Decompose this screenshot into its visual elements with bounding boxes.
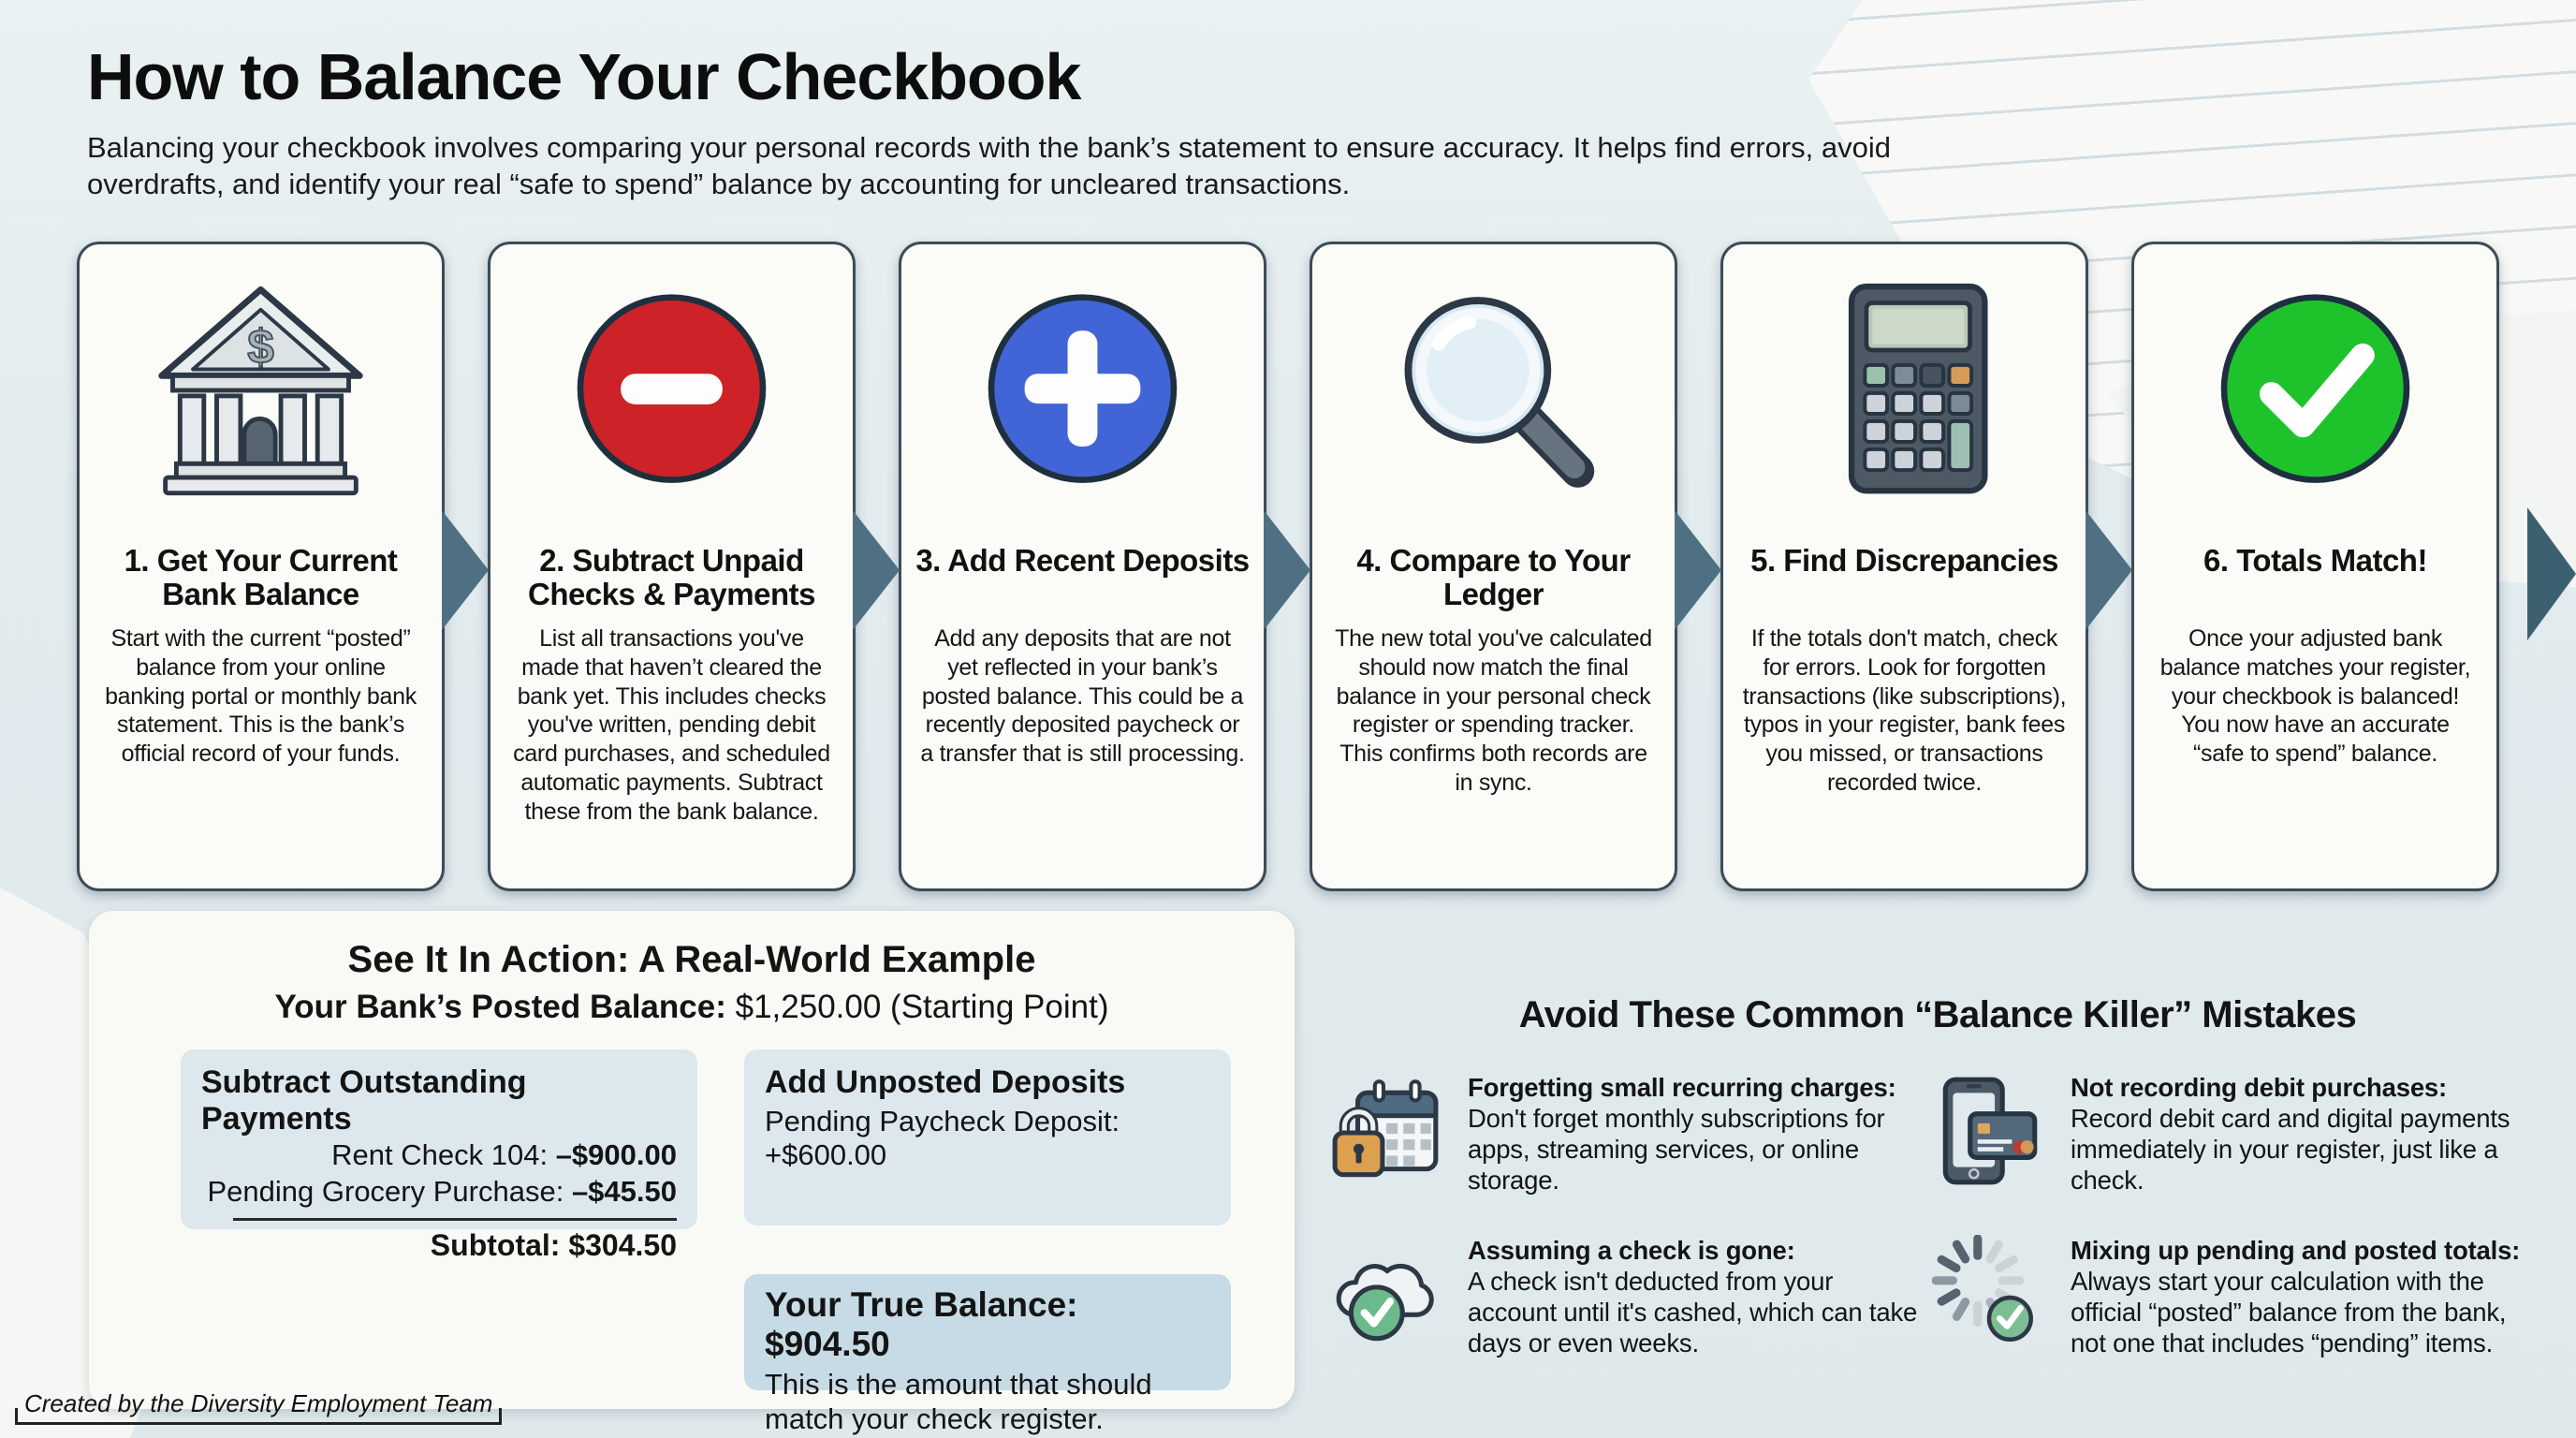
mistake-body: Record debit card and digital payments immediately in your register, just like a check. — [2071, 1104, 2510, 1195]
add-box-line: Pending Paycheck Deposit: +$600.00 — [765, 1105, 1120, 1171]
step-card-2 — [488, 242, 856, 891]
step-card-5 — [1720, 242, 2088, 891]
posted-balance-line — [89, 989, 1295, 1026]
mistake-item-pending-posted — [1932, 1235, 2546, 1358]
step-body: The new total you've calculated should now match the final balance in your personal check register or spending tracker. This confirms both records are in sync. — [1335, 625, 1652, 796]
step-body: Add any deposits that are not yet reflected in your bank’s posted balance. This could be a recently deposited paycheck or a transfer that is still processing. — [920, 625, 1245, 767]
posted-balance-label: Your Bank’s Posted Balance: — [274, 989, 726, 1025]
true-balance-body: This is the amount that should match your check register. — [765, 1368, 1152, 1435]
phone-card-icon — [1932, 1072, 2046, 1192]
spinner-check-icon — [1932, 1235, 2046, 1355]
cloud-check-icon — [1329, 1235, 1443, 1355]
step-title: 4. Compare to Your Ledger — [1356, 543, 1631, 611]
mistake-body: A check isn't deducted from your account until it's cashed, which can take days or even weeks. — [1468, 1267, 1918, 1357]
mistakes-grid — [1329, 1072, 2546, 1358]
mistake-item-debit-purchases — [1932, 1072, 2546, 1196]
step-card-4 — [1310, 242, 1677, 891]
check-circle-icon — [2210, 272, 2421, 508]
step-title: 2. Subtract Unpaid Checks & Payments — [528, 543, 815, 611]
mistake-lead: Assuming a check is gone: — [1468, 1236, 1795, 1265]
svg-text:$: $ — [247, 319, 274, 374]
page-title: How to Balance Your Checkbook — [87, 40, 1081, 113]
line-amount: –$900.00 — [555, 1138, 677, 1171]
mistake-body: Always start your calculation with the official “posted” balance from the bank, not one that includes “pending” items. — [2071, 1267, 2507, 1357]
mistake-item-recurring-charges — [1329, 1072, 1919, 1196]
step-card-1 — [77, 242, 445, 891]
line-amount: –$45.50 — [571, 1174, 677, 1208]
mistake-lead: Not recording debit purchases: — [2071, 1073, 2447, 1102]
step-body: Start with the current “posted” balance from your online banking portal or monthly bank statement. This is the bank’s official record of your funds. — [105, 625, 417, 767]
plus-circle-icon — [977, 272, 1188, 508]
subtract-box-title: Subtract Outstanding Payments — [201, 1064, 527, 1137]
step-body: Once your adjusted bank balance matches your register, your checkbook is balanced! You now have an accurate “safe to spend” balance. — [2159, 625, 2471, 767]
header — [87, 39, 2053, 202]
mistakes-section — [1329, 994, 2546, 1358]
step-title: 3. Add Recent Deposits — [915, 543, 1250, 578]
example-heading: See It In Action: A Real-World Example — [347, 939, 1036, 980]
mistake-text — [2071, 1235, 2543, 1358]
calendar-lock-icon — [1329, 1072, 1443, 1192]
mistake-lead: Mixing up pending and posted totals: — [2071, 1236, 2521, 1265]
step-card-3 — [899, 242, 1266, 891]
subtotal-divider — [233, 1218, 677, 1221]
step-title: 6. Totals Match! — [2203, 543, 2427, 578]
subtotal-value: $304.50 — [568, 1227, 677, 1262]
mistakes-heading: Avoid These Common “Balance Killer” Mistakes — [1518, 994, 2357, 1035]
minus-circle-icon — [566, 272, 777, 508]
bank-icon — [151, 272, 371, 508]
line-label: Rent Check 104: — [331, 1138, 549, 1171]
true-balance-box — [744, 1274, 1231, 1435]
line-label: Pending Grocery Purchase: — [207, 1174, 564, 1208]
page-subtitle: Balancing your checkbook involves comparing your personal records with the bank’s statement to ensure accuracy. It helps find errors, avoid overdrafts, and identify your real “safe to spend” balance by accounting for uncleared transactions. — [87, 131, 1892, 201]
subtotal-label: Subtotal: — [430, 1227, 561, 1262]
footer-credit: Created by the Diversity Employment Team — [15, 1389, 502, 1425]
step-title: 5. Find Discrepancies — [1750, 543, 2058, 578]
mistake-text — [2071, 1072, 2543, 1196]
mistake-text — [1468, 1235, 1919, 1358]
subtract-payments-box — [181, 1049, 697, 1262]
mistake-body: Don't forget monthly subscriptions for apps, streaming services, or online storage. — [1468, 1104, 1885, 1195]
magnifier-icon — [1383, 272, 1603, 508]
calculator-icon — [1816, 272, 1994, 508]
step-body: List all transactions you've made that haven’t cleared the bank yet. This includes checks you've written, pending debit card purchases, and scheduled automatic payments. Subtract these from the bank balance. — [513, 625, 830, 825]
true-balance-title: Your True Balance: $904.50 — [765, 1285, 1078, 1363]
add-box-title: Add Unposted Deposits — [765, 1064, 1126, 1100]
mistake-text — [1468, 1072, 1919, 1196]
step-title: 1. Get Your Current Bank Balance — [124, 543, 398, 611]
add-deposits-box — [744, 1049, 1231, 1225]
step-body: If the totals don't match, check for errors. Look for forgotten transactions (like subscriptions), typos in your register, bank fees you missed, or transactions recorded twice. — [1742, 625, 2067, 796]
mistake-lead: Forgetting small recurring charges: — [1468, 1073, 1896, 1102]
subtract-line-2 — [201, 1174, 677, 1211]
posted-balance-value: $1,250.00 (Starting Point) — [735, 989, 1109, 1025]
mistake-item-check-gone — [1329, 1235, 1919, 1358]
example-panel — [89, 911, 1295, 1435]
subtotal-line — [201, 1228, 677, 1263]
subtract-line-1 — [201, 1137, 677, 1174]
step-card-6 — [2131, 242, 2499, 891]
